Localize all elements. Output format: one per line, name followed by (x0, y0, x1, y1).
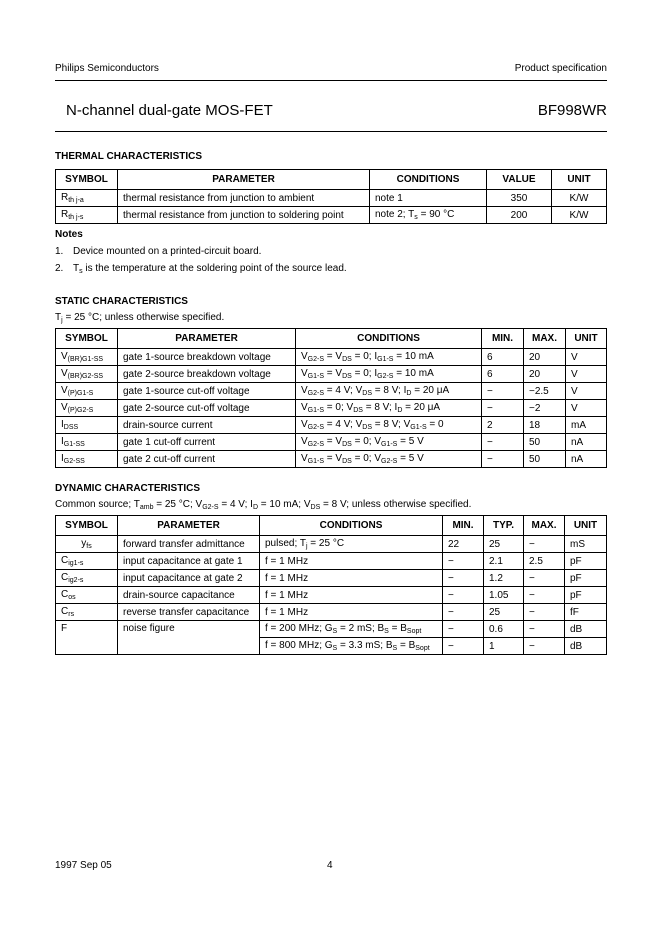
table-row (56, 349, 607, 366)
typ-cell: 1 (484, 638, 524, 655)
symbol-cell: $C_{ig2-s}$ (56, 570, 118, 587)
parameter-cell: forward transfer admittance (118, 536, 260, 553)
thermal-table (55, 169, 607, 224)
unit-cell: mS (565, 536, 607, 553)
max-cell: 20 (524, 366, 566, 383)
col-min: MIN. (443, 516, 484, 536)
unit-cell: pF (565, 570, 607, 587)
unit-cell: K/W (552, 190, 607, 207)
max-cell: −2 (524, 400, 566, 417)
max-cell: 50 (524, 434, 566, 451)
table-row (56, 400, 607, 417)
table-header-row (56, 516, 607, 536)
part-number: BF998WR (537, 102, 607, 119)
unit-cell: mA (566, 417, 607, 434)
col-max: MAX. (524, 516, 565, 536)
notes-heading: Notes (55, 229, 83, 240)
min-cell: − (482, 434, 524, 451)
unit-cell: nA (566, 434, 607, 451)
min-cell: 6 (482, 349, 524, 366)
conditions-cell: $V_{G1-S} = V_{DS} = 0$; $V_{G2-S} = 5$ V (296, 451, 482, 468)
min-cell: − (443, 638, 484, 655)
table-header-row (56, 170, 607, 190)
max-cell: 2.5 (524, 553, 565, 570)
parameter-cell: gate 1-source breakdown voltage (118, 349, 296, 366)
parameter-cell: drain-source capacitance (118, 587, 260, 604)
document-type: Product specification (514, 63, 607, 74)
max-cell: − (524, 570, 565, 587)
col-parameter: PARAMETER (118, 516, 260, 536)
conditions-cell: pulsed; $T_j = 25$ °C (260, 536, 443, 553)
conditions-cell: note 2; $T_s = 90$ °C (370, 207, 487, 224)
conditions-cell: f = 1 MHz (260, 604, 443, 621)
symbol-cell: $R_{th j-a}$ (56, 190, 118, 207)
table-row (56, 417, 607, 434)
table-row (56, 536, 607, 553)
col-conditions: CONDITIONS (260, 516, 443, 536)
parameter-cell: drain-source current (118, 417, 296, 434)
col-max: MAX. (524, 329, 566, 349)
dynamic-conditions-note: Common source; $T_{amb} = 25$ °C; $V_{G2-S} = 4$ V; $I_D = 10$ mA; $V_{DS} = 8$ V; unless otherwise specified. (55, 499, 472, 511)
parameter-cell: noise figure (118, 621, 260, 655)
symbol-cell: $y_{fs}$ (56, 536, 118, 553)
typ-cell: 1.2 (484, 570, 524, 587)
symbol-cell: $V_{(P)G1-S}$ (56, 383, 118, 400)
symbol-cell: $R_{th j-s}$ (56, 207, 118, 224)
table-row (56, 434, 607, 451)
unit-cell: V (566, 366, 607, 383)
typ-cell: 1.05 (484, 587, 524, 604)
parameter-cell: gate 1 cut-off current (118, 434, 296, 451)
symbol-cell: $I_{G1-SS}$ (56, 434, 118, 451)
max-cell: − (524, 536, 565, 553)
table-row (56, 207, 607, 224)
typ-cell: 25 (484, 536, 524, 553)
table-row (56, 190, 607, 207)
unit-cell: dB (565, 638, 607, 655)
table-row (56, 553, 607, 570)
col-value: VALUE (487, 170, 552, 190)
min-cell: − (482, 451, 524, 468)
parameter-cell: gate 1-source cut-off voltage (118, 383, 296, 400)
conditions-cell: f = 200 MHz; $G_S = 2$ mS; $B_S = B_{Sopt}$ (260, 621, 443, 638)
conditions-cell: $V_{G1-S} = 0$; $V_{DS} = 8$ V; $I_D = 20$ μA (296, 400, 482, 417)
table-row (56, 570, 607, 587)
parameter-cell: thermal resistance from junction to soldering point (118, 207, 370, 224)
page-number: 4 (327, 860, 333, 871)
value-cell: 200 (487, 207, 552, 224)
max-cell: 20 (524, 349, 566, 366)
max-cell: −2.5 (524, 383, 566, 400)
unit-cell: dB (565, 621, 607, 638)
symbol-cell: $V_{(P)G2-S}$ (56, 400, 118, 417)
col-unit: UNIT (552, 170, 607, 190)
min-cell: − (443, 570, 484, 587)
note-1: 1. Device mounted on a printed-circuit board. (55, 246, 262, 257)
min-cell: − (443, 553, 484, 570)
symbol-cell: $I_{G2-SS}$ (56, 451, 118, 468)
unit-cell: pF (565, 553, 607, 570)
unit-cell: nA (566, 451, 607, 468)
min-cell: − (482, 400, 524, 417)
note-2: 2. $T_s$ is the temperature at the soldering point of the source lead. (55, 263, 347, 275)
col-symbol: SYMBOL (56, 170, 118, 190)
col-typ: TYP. (484, 516, 524, 536)
typ-cell: 0.6 (484, 621, 524, 638)
unit-cell: V (566, 349, 607, 366)
typ-cell: 2.1 (484, 553, 524, 570)
table-row (56, 621, 607, 638)
static-table (55, 328, 607, 468)
conditions-cell: f = 1 MHz (260, 553, 443, 570)
min-cell: 22 (443, 536, 484, 553)
max-cell: − (524, 604, 565, 621)
col-symbol: SYMBOL (56, 516, 118, 536)
max-cell: − (524, 621, 565, 638)
conditions-cell: f = 800 MHz; $G_S = 3.3$ mS; $B_S = B_{Sopt}$ (260, 638, 443, 655)
footer-date: 1997 Sep 05 (55, 860, 112, 871)
unit-cell: V (566, 383, 607, 400)
parameter-cell: gate 2-source breakdown voltage (118, 366, 296, 383)
min-cell: − (443, 621, 484, 638)
value-cell: 350 (487, 190, 552, 207)
min-cell: − (482, 383, 524, 400)
min-cell: 6 (482, 366, 524, 383)
company-name: Philips Semiconductors (55, 63, 159, 74)
col-conditions: CONDITIONS (296, 329, 482, 349)
conditions-cell: $V_{G2-S} = 4$ V; $V_{DS} = 8$ V; $I_D = 20$ μA (296, 383, 482, 400)
thermal-heading: THERMAL CHARACTERISTICS (55, 151, 203, 162)
typ-cell: 25 (484, 604, 524, 621)
table-row (56, 366, 607, 383)
symbol-cell: $V_{(BR)G2-SS}$ (56, 366, 118, 383)
col-conditions: CONDITIONS (370, 170, 487, 190)
symbol-cell: $C_{os}$ (56, 587, 118, 604)
max-cell: − (524, 638, 565, 655)
parameter-cell: input capacitance at gate 2 (118, 570, 260, 587)
max-cell: 50 (524, 451, 566, 468)
dynamic-table (55, 515, 607, 655)
parameter-cell: reverse transfer capacitance (118, 604, 260, 621)
unit-cell: V (566, 400, 607, 417)
col-min: MIN. (482, 329, 524, 349)
conditions-cell: $V_{G1-S} = V_{DS} = 0$; $I_{G2-S} = 10$ mA (296, 366, 482, 383)
conditions-cell: $V_{G2-S} = V_{DS} = 0$; $I_{G1-S} = 10$ mA (296, 349, 482, 366)
col-parameter: PARAMETER (118, 170, 370, 190)
conditions-cell: f = 1 MHz (260, 587, 443, 604)
max-cell: 18 (524, 417, 566, 434)
static-conditions-note: $T_j = 25$ °C; unless otherwise specified. (55, 312, 225, 324)
col-parameter: PARAMETER (118, 329, 296, 349)
table-row (56, 604, 607, 621)
title-rule (55, 131, 607, 132)
table-row (56, 587, 607, 604)
col-unit: UNIT (566, 329, 607, 349)
col-unit: UNIT (565, 516, 607, 536)
table-header-row (56, 329, 607, 349)
unit-cell: fF (565, 604, 607, 621)
symbol-cell: $V_{(BR)G1-SS}$ (56, 349, 118, 366)
col-symbol: SYMBOL (56, 329, 118, 349)
min-cell: − (443, 587, 484, 604)
parameter-cell: gate 2 cut-off current (118, 451, 296, 468)
table-row (56, 451, 607, 468)
min-cell: − (443, 604, 484, 621)
symbol-cell: $C_{ig1-s}$ (56, 553, 118, 570)
conditions-cell: $V_{G2-S} = 4$ V; $V_{DS} = 8$ V; $V_{G1-S} = 0$ (296, 417, 482, 434)
min-cell: 2 (482, 417, 524, 434)
static-heading: STATIC CHARACTERISTICS (55, 296, 188, 307)
conditions-cell: note 1 (370, 190, 487, 207)
parameter-cell: gate 2-source cut-off voltage (118, 400, 296, 417)
table-row (56, 383, 607, 400)
unit-cell: pF (565, 587, 607, 604)
max-cell: − (524, 587, 565, 604)
unit-cell: K/W (552, 207, 607, 224)
conditions-cell: f = 1 MHz (260, 570, 443, 587)
document-title: N-channel dual-gate MOS-FET (66, 102, 273, 119)
dynamic-heading: DYNAMIC CHARACTERISTICS (55, 483, 200, 494)
symbol-cell: $C_{rs}$ (56, 604, 118, 621)
header-rule (55, 80, 607, 81)
parameter-cell: input capacitance at gate 1 (118, 553, 260, 570)
symbol-cell: $I_{DSS}$ (56, 417, 118, 434)
parameter-cell: thermal resistance from junction to ambient (118, 190, 370, 207)
conditions-cell: $V_{G2-S} = V_{DS} = 0$; $V_{G1-S} = 5$ V (296, 434, 482, 451)
symbol-cell: F (56, 621, 118, 655)
